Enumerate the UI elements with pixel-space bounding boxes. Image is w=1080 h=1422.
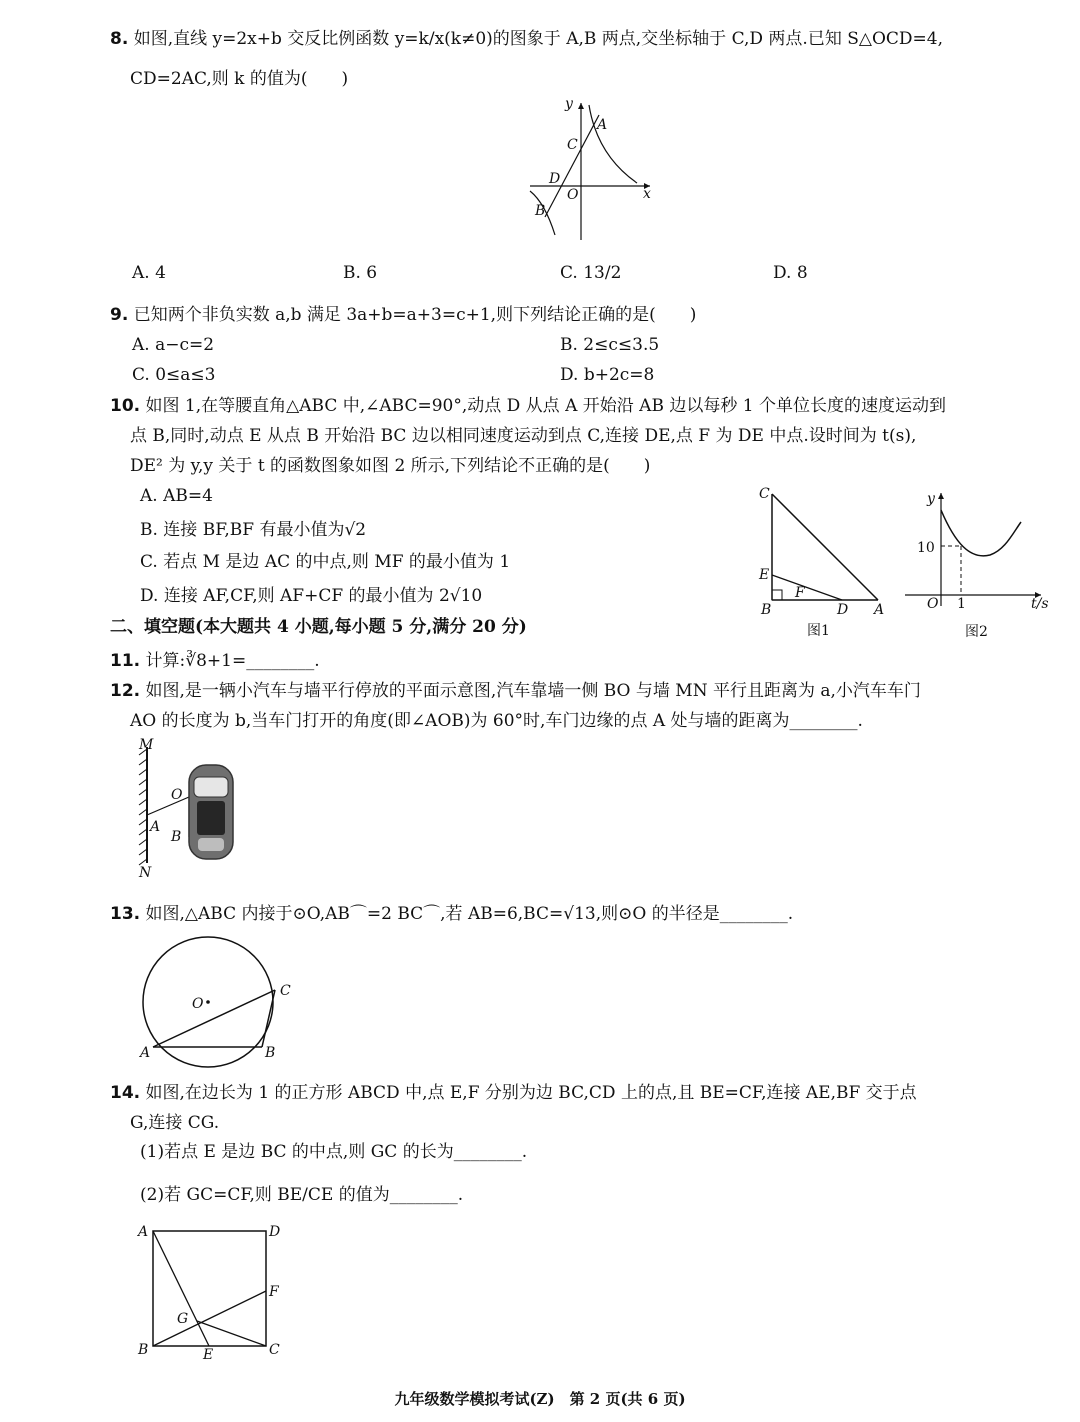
- q14-figure: [135, 1218, 295, 1368]
- q8-option-b: B. 6: [343, 263, 378, 283]
- label-D: D: [549, 171, 561, 187]
- q8-option-c: C. 13/2: [560, 263, 622, 283]
- label-D: D: [269, 1224, 281, 1240]
- q12-stem-line1: [110, 680, 921, 702]
- label-B: B: [138, 1342, 149, 1358]
- q11-stem: [110, 650, 320, 672]
- fig1-label-F: F: [795, 585, 805, 601]
- wall-label-M: M: [139, 737, 154, 753]
- fig2-label-y: y: [927, 491, 935, 507]
- q10-stem-line1: [110, 395, 946, 417]
- label-C: C: [269, 1342, 280, 1358]
- fig1-label-E: E: [759, 567, 770, 583]
- q8-option-d: D. 8: [773, 263, 808, 283]
- q12-text-2: AO 的长度为 b,当车门打开的角度(即∠AOB)为 60°时,车门边缘的点 A 处与墙的距离为________.: [130, 711, 863, 731]
- fig1-label-C: C: [759, 486, 770, 502]
- label-y: y: [565, 96, 573, 112]
- label-x: x: [643, 186, 651, 202]
- label-O: O: [192, 996, 204, 1012]
- q9-text: 已知两个非负实数 a,b 满足 3a+b=a+3=c+1,则下列结论正确的是( ): [133, 305, 697, 325]
- label-A: A: [138, 1224, 149, 1240]
- q10-option-b: B. 连接 BF,BF 有最小值为√2: [140, 520, 367, 540]
- car-door-AO: [147, 797, 189, 815]
- q14-text-1: 如图,在边长为 1 的正方形 ABCD 中,点 E,F 分别为边 BC,CD 上的点,且 BE=CF,连接 AE,BF 交于点: [145, 1083, 917, 1103]
- graph-curve: [941, 510, 1021, 556]
- q9-option-a: A. a−c=2: [132, 335, 215, 355]
- label-O: O: [171, 787, 183, 803]
- label-E: E: [203, 1347, 214, 1363]
- q11-text: 计算:∛8+1=________.: [145, 651, 320, 671]
- section-2-heading: 二、填空题(本大题共 4 小题,每小题 5 分,满分 20 分): [110, 617, 527, 637]
- q11-number: 11.: [110, 651, 141, 671]
- label-F: F: [269, 1284, 279, 1300]
- label-B: B: [171, 829, 182, 845]
- fig1-label-A: A: [874, 602, 885, 618]
- fig2-label-10: 10: [917, 540, 935, 556]
- q8-figure: [525, 95, 655, 245]
- page-footer: 九年级数学模拟考试(Z) 第 2 页(共 6 页): [394, 1390, 686, 1408]
- fig1-label-D: D: [837, 602, 849, 618]
- square-ABCD: [153, 1231, 266, 1346]
- q9-option-b: B. 2≤c≤3.5: [560, 335, 660, 355]
- wall-label-N: N: [139, 865, 152, 881]
- q12-figure: [133, 735, 243, 880]
- label-A: A: [597, 117, 608, 133]
- q8-stem-line1: [110, 28, 943, 50]
- fig1-label-B: B: [761, 602, 772, 618]
- q10-option-c: C. 若点 M 是边 AC 的中点,则 MF 的最小值为 1: [140, 552, 511, 572]
- q10-text-3: DE² 为 y,y 关于 t 的函数图象如图 2 所示,下列结论不正确的是( ): [130, 456, 651, 476]
- fig1-caption: 图1: [807, 623, 830, 639]
- q14-stem-line1: [110, 1082, 917, 1104]
- label-O: O: [567, 187, 579, 203]
- q8-number: 8.: [110, 29, 129, 49]
- q9-stem: [110, 304, 696, 326]
- label-A: A: [140, 1045, 151, 1061]
- q10-number: 10.: [110, 396, 141, 416]
- q14-number: 14.: [110, 1083, 141, 1103]
- q9-option-d: D. b+2c=8: [560, 365, 655, 385]
- q9-number: 9.: [110, 305, 129, 325]
- q10-text-1: 如图 1,在等腰直角△ABC 中,∠ABC=90°,动点 D 从点 A 开始沿 AB 边以每秒 1 个单位长度的速度运动到: [145, 396, 946, 416]
- q8-text-2: CD=2AC,则 k 的值为( ): [130, 69, 349, 89]
- q8-option-a: A. 4: [132, 263, 166, 283]
- q10-text-2: 点 B,同时,动点 E 从点 B 开始沿 BC 边以相同速度运动到点 C,连接 DE,点 F 为 DE 中点.设时间为 t(s),: [130, 426, 917, 446]
- label-B: B: [535, 203, 546, 219]
- q10-option-d: D. 连接 AF,CF,则 AF+CF 的最小值为 2√10: [140, 586, 483, 606]
- label-G: G: [177, 1311, 189, 1327]
- q13-text: 如图,△ABC 内接于⊙O,AB⌒=2 BC⌒,若 AB=6,BC=√13,则⊙O 的半径是________.: [145, 904, 794, 924]
- q13-figure: [130, 935, 300, 1070]
- q10-figure-1: [755, 482, 895, 642]
- q10-figure-2: [905, 488, 1065, 643]
- label-A: A: [150, 819, 161, 835]
- q13-stem: [110, 903, 793, 925]
- q14-sub-1: (1)若点 E 是边 BC 的中点,则 GC 的长为________.: [140, 1142, 528, 1162]
- fig2-label-O: O: [927, 596, 939, 612]
- q13-number: 13.: [110, 904, 141, 924]
- fig2-label-1: 1: [957, 596, 966, 612]
- fig2-caption: 图2: [965, 624, 988, 640]
- q8-text-1: 如图,直线 y=2x+b 交反比例函数 y=k/x(k≠0)的图象于 A,B 两点,交坐标轴于 C,D 两点.已知 S△OCD=4,: [133, 29, 943, 49]
- q14-text-2: G,连接 CG.: [130, 1113, 220, 1133]
- fig2-label-t: t/s: [1031, 596, 1049, 612]
- label-C: C: [567, 137, 578, 153]
- label-B: B: [265, 1045, 276, 1061]
- label-C: C: [280, 983, 291, 999]
- q12-number: 12.: [110, 681, 141, 701]
- q9-option-c: C. 0≤a≤3: [132, 365, 216, 385]
- q12-text-1: 如图,是一辆小汽车与墙平行停放的平面示意图,汽车靠墙一侧 BO 与墙 MN 平行且距离为 a,小汽车车门: [145, 681, 921, 701]
- q14-sub-2: (2)若 GC=CF,则 BE/CE 的值为________.: [140, 1185, 464, 1205]
- q10-option-a: A. AB=4: [140, 486, 213, 506]
